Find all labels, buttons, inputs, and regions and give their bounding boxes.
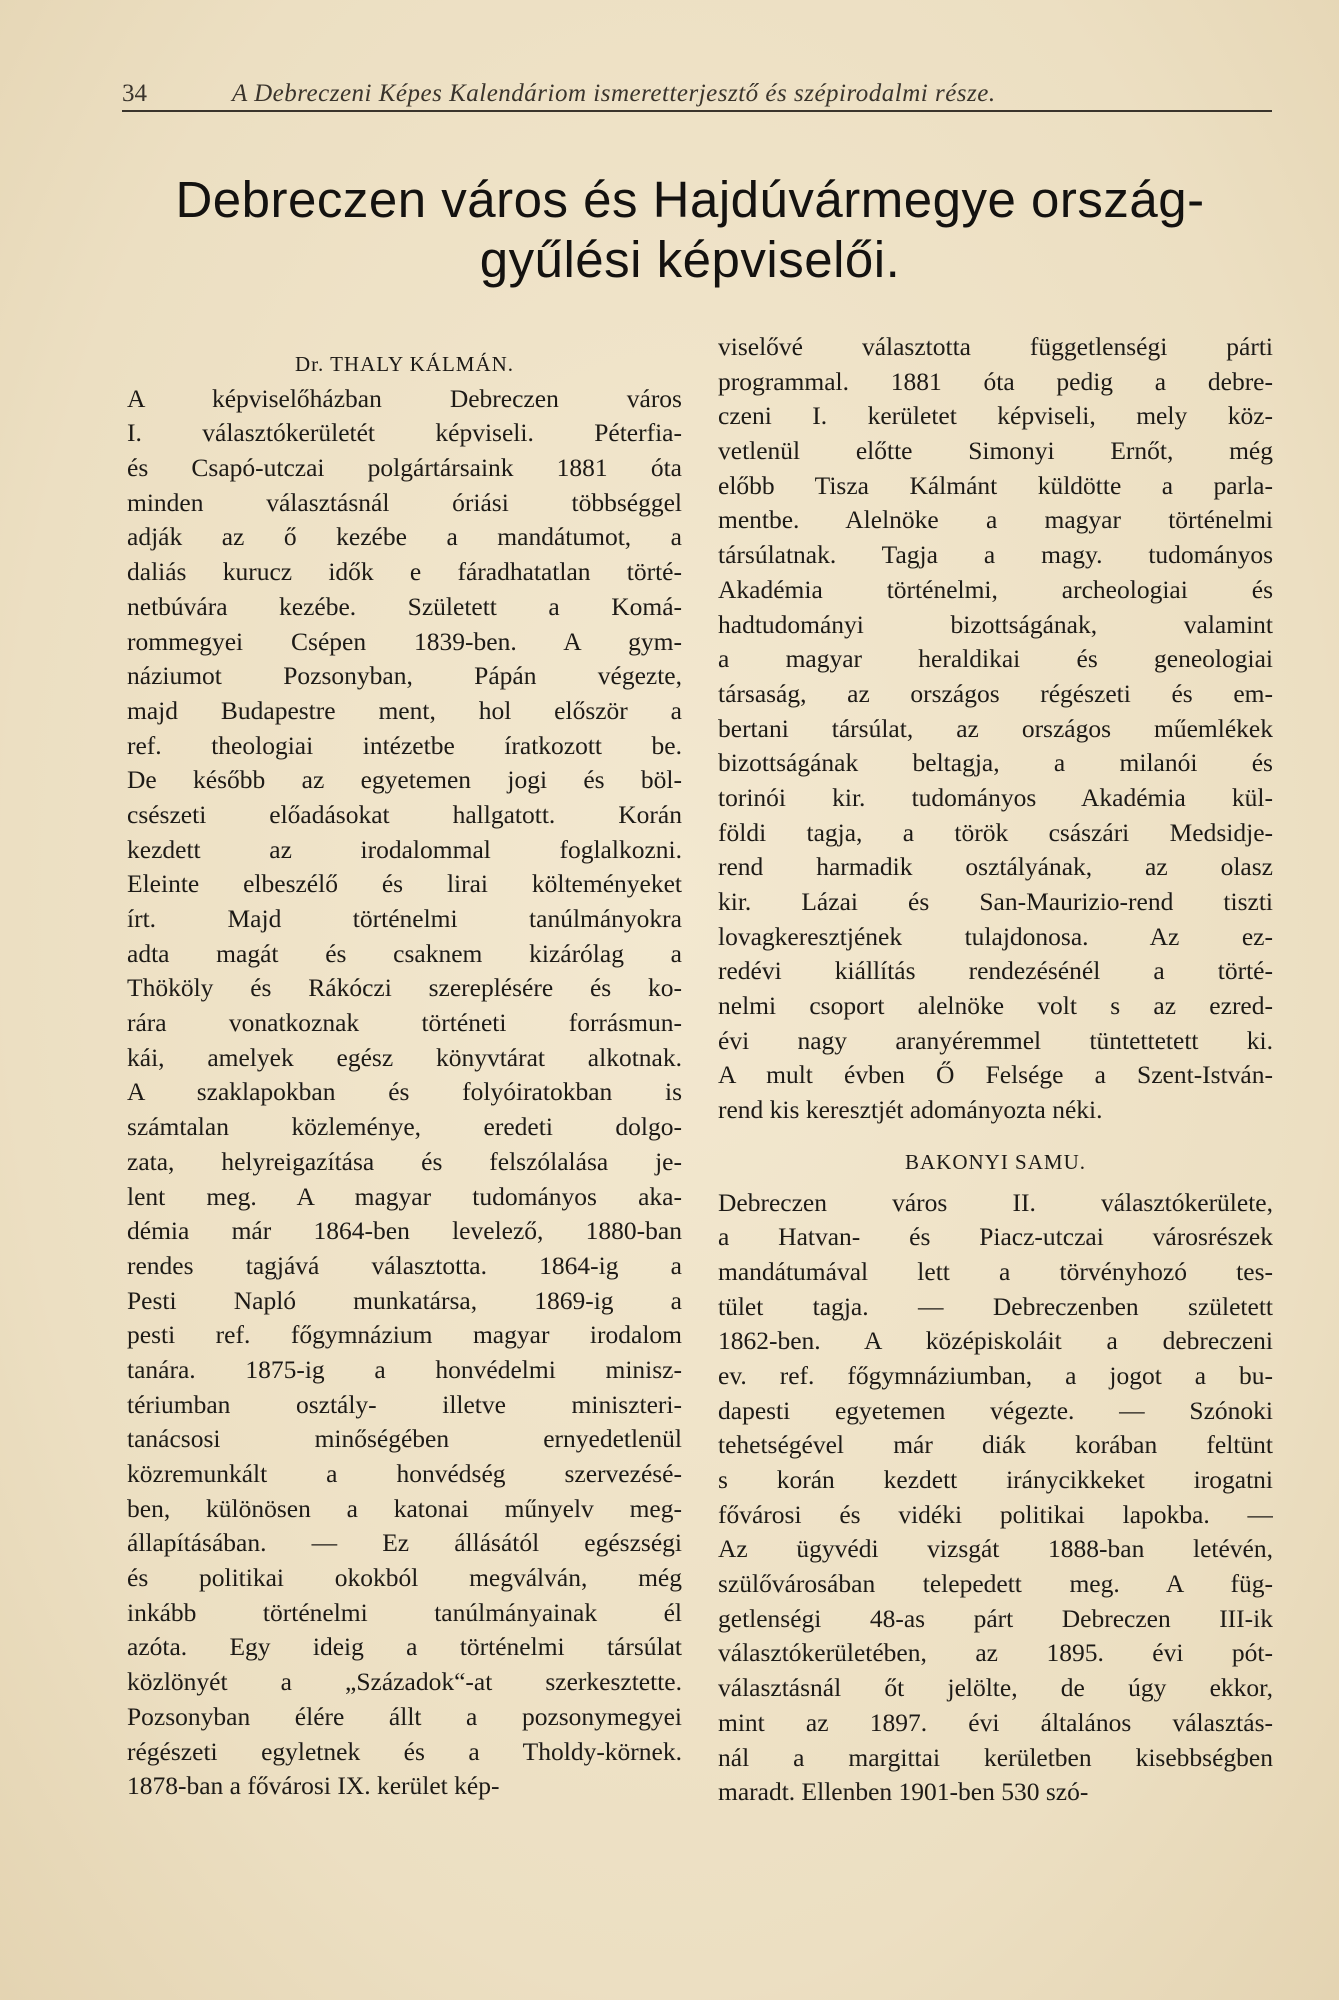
text-line: nál a margittai kerületben kisebbségben — [718, 1742, 1273, 1772]
text-line: ev. ref. főgymnáziumban, a jogot a bu- — [718, 1360, 1273, 1390]
text-line: azóta. Egy ideig a történelmi társúlat — [127, 1632, 682, 1662]
right-column-text-a — [718, 330, 1273, 1128]
left-column-text — [127, 382, 682, 1804]
text-line: netbúvára kezébe. Született a Komá- — [127, 591, 682, 621]
title-line-2: gyűlési képviselői. — [479, 231, 901, 288]
text-line: mentbe. Alelnöke a magyar történelmi — [718, 505, 1273, 535]
text-line: tanácsosi minőségében ernyedetlenül — [127, 1424, 682, 1454]
text-line: A szaklapokban és folyóiratokban is — [127, 1077, 682, 1107]
text-line: Pozsonyban élére állt a pozsonymegyei — [127, 1701, 682, 1731]
article-title — [100, 170, 1280, 290]
text-line: bertani társúlat, az országos műemlékek — [718, 713, 1273, 743]
text-line: De később az egyetemen jogi és böl- — [127, 765, 682, 795]
text-line: ben, különösen a katonai műnyelv meg- — [127, 1493, 682, 1523]
text-line: pesti ref. főgymnázium magyar irodalom — [127, 1320, 682, 1350]
running-head — [122, 74, 1272, 114]
text-line: inkább történelmi tanúlmányainak él — [127, 1597, 682, 1627]
text-line: rommegyei Csépen 1839-ben. A gym- — [127, 626, 682, 656]
text-line: hadtudományi bizottságának, valamint — [718, 609, 1273, 639]
text-line: közremunkált a honvédség szervezésé- — [127, 1459, 682, 1488]
section-heading-thaly: Dr. THALY KÁLMÁN. — [294, 352, 515, 376]
text-line: vetlenül előtte Simonyi Ernőt, még — [718, 436, 1273, 466]
text-line: a Hatvan- és Piacz-utczai városrészek — [718, 1222, 1273, 1252]
text-line: A képviselőházban Debreczen város — [127, 383, 682, 413]
text-line: náziumot Pozsonyban, Pápán végezte, — [127, 661, 682, 691]
text-line: I. választókerületét képviseli. Péterfia- — [127, 418, 682, 448]
text-line: fővárosi és vidéki politikai lapokba. — — [718, 1499, 1273, 1529]
text-line: Akadémia történelmi, archeologiai és — [718, 574, 1273, 604]
text-line: rend harmadik osztályának, az olasz — [718, 852, 1273, 882]
text-line: tériumban osztály- illetve miniszteri- — [127, 1389, 682, 1419]
text-line: A mult évben Ő Felsége a Szent-István- — [718, 1060, 1273, 1090]
text-line: lent meg. A magyar tudományos aka- — [127, 1181, 682, 1211]
text-line: s korán kezdett iránycikkeket irogatni — [718, 1465, 1273, 1494]
text-line: minden választásnál óriási többséggel — [127, 487, 682, 517]
text-line: torinói kir. tudományos Akadémia kül- — [718, 782, 1273, 812]
text-line: getlenségi 48-as párt Debreczen III-ik — [718, 1603, 1273, 1633]
text-line: programmal. 1881 óta pedig a debre- — [718, 366, 1273, 396]
text-line: lovagkeresztjének tulajdonosa. Az ez- — [718, 921, 1273, 951]
text-line: adják az ő kezébe a mandátumot, a — [127, 522, 682, 552]
text-line: társúlatnak. Tagja a magy. tudományos — [718, 540, 1273, 570]
text-line: 1878-ban a fővárosi IX. kerület kép- — [127, 1771, 500, 1801]
section-heading-bakonyi: BAKONYI SAMU. — [904, 1149, 1086, 1174]
text-line: czeni I. kerületet képviseli, mely köz- — [718, 401, 1273, 431]
text-line: csészeti előadásokat hallgatott. Korán — [127, 799, 682, 829]
text-line: adta magát és csaknem kizárólag a — [127, 938, 682, 968]
text-line: kái, amelyek egész könyvtárat alkotnak. — [127, 1042, 682, 1072]
text-line: démia már 1864-ben levelező, 1880-ban — [127, 1216, 682, 1246]
text-line: Debreczen város II. választókerülete, — [718, 1187, 1273, 1217]
text-line: közlönyét a „Századok“-at szerkesztette. — [127, 1667, 682, 1697]
header-rule — [122, 110, 1272, 112]
text-line: rendes tagjává választotta. 1864-ig a — [127, 1250, 682, 1280]
text-line: kezdett az irodalommal foglalkozni. — [127, 834, 682, 864]
text-line: társaság, az országos régészeti és em- — [718, 678, 1273, 708]
text-line: előbb Tisza Kálmánt küldötte a parla- — [718, 470, 1273, 500]
text-line: ref. theologiai intézetbe íratkozott be. — [127, 730, 682, 760]
text-line: állapításában. — Ez állásától egészségi — [127, 1528, 682, 1558]
text-line: tület tagja. — Debreczenben született — [718, 1291, 1273, 1321]
text-line: kir. Lázai és San-Maurizio-rend tiszti — [718, 887, 1273, 916]
text-line: számtalan közleménye, eredeti dolgo- — [127, 1112, 682, 1142]
text-line: Pesti Napló munkatársa, 1869-ig a — [127, 1285, 682, 1315]
title-line-1: Debreczen város és Hajdúvármegye ország- — [175, 171, 1205, 228]
text-line: 1862-ben. A középiskoláit a debreczeni — [718, 1326, 1273, 1356]
right-column — [718, 330, 1273, 1810]
text-line: választókerületében, az 1895. évi pót- — [718, 1638, 1273, 1668]
text-line: bizottságának beltagja, a milanói és — [718, 748, 1273, 778]
text-line: mint az 1897. évi általános választás- — [718, 1707, 1273, 1737]
text-line: írt. Majd történelmi tanúlmányokra — [127, 904, 682, 933]
text-line: zata, helyreigazítása és felszólalása je- — [127, 1146, 682, 1176]
text-line: régészeti egyletnek és a Tholdy-körnek. — [127, 1736, 682, 1766]
running-title: A Debreczeni Képes Kalendáriom ismeretterjesztő és szépirodalmi része. — [232, 80, 996, 107]
text-line: nelmi csoport alelnöke volt s az ezred- — [718, 991, 1273, 1021]
right-column-text-b — [718, 1186, 1273, 1810]
left-column — [127, 330, 682, 1804]
text-line: és politikai okokból megválván, még — [127, 1563, 682, 1593]
text-line: tehetségével már diák korában feltünt — [718, 1430, 1273, 1460]
text-line: maradt. Ellenben 1901-ben 530 szó- — [718, 1777, 1089, 1807]
text-line: földi tagja, a török császári Medsidje- — [718, 817, 1273, 847]
text-line: redévi kiállítás rendezésénél a törté- — [718, 956, 1273, 986]
text-line: évi nagy aranyéremmel tüntettetett ki. — [718, 1025, 1273, 1055]
text-line: szülővárosában telepedett meg. A füg- — [718, 1569, 1273, 1599]
text-line: Thököly és Rákóczi szereplésére és ko- — [127, 973, 682, 1003]
text-line: daliás kurucz idők e fáradhatatlan törté- — [127, 557, 682, 587]
text-line: Eleinte elbeszélő és lirai költeményeket — [127, 869, 682, 899]
text-line: dapesti egyetemen végezte. — Szónoki — [718, 1395, 1273, 1425]
text-line: Az ügyvédi vizsgát 1888-ban letévén, — [718, 1534, 1273, 1564]
text-line: tanára. 1875-ig a honvédelmi minisz- — [127, 1354, 682, 1384]
text-line: választásnál őt jelölte, de úgy ekkor, — [718, 1673, 1273, 1703]
text-line: és Csapó-utczai polgártársaink 1881 óta — [127, 453, 682, 483]
text-line: majd Budapestre ment, hol először a — [127, 695, 682, 725]
text-line: rára vonatkoznak történeti forrásmun- — [127, 1008, 682, 1038]
text-line: mandátumával lett a törvényhozó tes- — [718, 1256, 1273, 1286]
text-line: rend kis keresztjét adományozta néki. — [718, 1095, 1103, 1125]
text-line: viselővé választotta függetlenségi párti — [718, 332, 1273, 361]
text-line: a magyar heraldikai és geneologiai — [718, 644, 1273, 674]
page-number: 34 — [122, 80, 147, 107]
